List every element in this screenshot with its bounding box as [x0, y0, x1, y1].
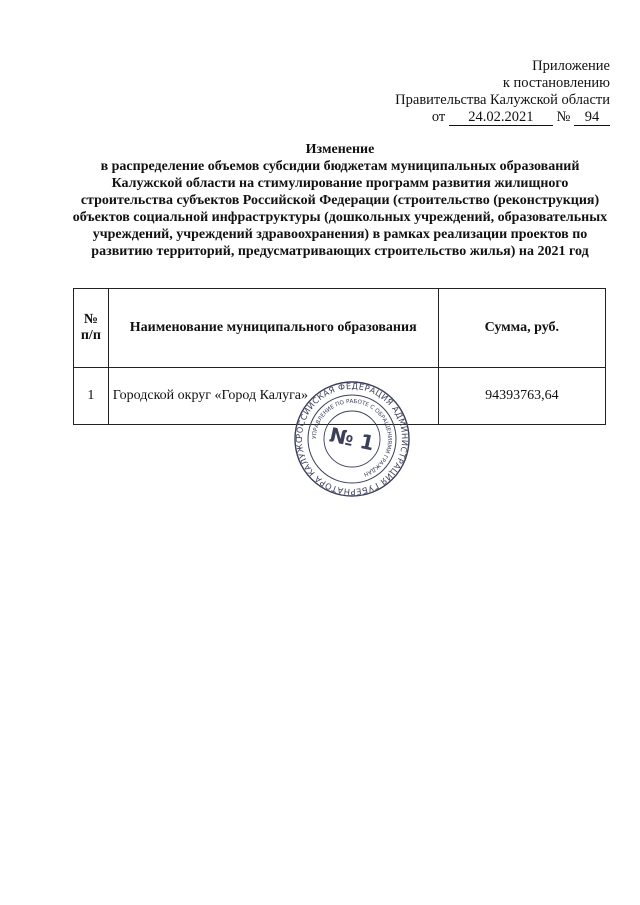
- official-seal: [282, 380, 422, 498]
- header-name: Наименование муниципального образования: [108, 289, 438, 368]
- table-header-row: [74, 289, 606, 368]
- header-num: [74, 289, 109, 368]
- svg-text:УПРАВЛЕНИЕ ПО РАБОТЕ С ОБРАЩЕН: УПРАВЛЕНИЕ ПО РАБОТЕ С ОБРАЩЕНИЯМИ ГРАЖДАН: [311, 398, 393, 477]
- government-label: Правительства Калужской области: [395, 92, 610, 108]
- resolution-date: 24.02.2021: [449, 110, 553, 126]
- title-line: строительства субъектов Российской Федерации (строительство (реконструкция): [80, 193, 600, 208]
- title-line: объектов социальной инфраструктуры (дошкольных учреждений, образовательных: [72, 210, 608, 225]
- title-line: в распределение объемов субсидии бюджетам муниципальных образований: [100, 159, 580, 174]
- row-name: Городской округ «Город Калуга»: [108, 368, 438, 425]
- title-line: учреждений, учреждений здравоохранения) в рамках реализации проектов по: [92, 227, 588, 242]
- row-sum: 94393763,64: [438, 368, 605, 425]
- date-prefix: от: [431, 109, 446, 125]
- header-num-pp: п/п: [80, 328, 101, 343]
- number-prefix: №: [556, 109, 571, 125]
- svg-text:№ 1: № 1: [327, 422, 377, 456]
- document-title: [60, 141, 620, 260]
- resolution-label: к постановлению: [502, 75, 610, 91]
- header-num-sign: №: [83, 312, 98, 327]
- svg-text:РОССИЙСКАЯ ФЕДЕРАЦИЯ АДМИНИСТР: РОССИЙСКАЯ ФЕДЕРАЦИЯ АДМИНИСТРАЦИЯ ГУБЕРНАТОРА КАЛУЖС: [293, 380, 411, 498]
- row-num: 1: [74, 368, 109, 425]
- date-number-line: [395, 109, 610, 126]
- seal-icon: [282, 380, 422, 498]
- appendix-label: Приложение: [532, 58, 610, 74]
- resolution-number: 94: [574, 110, 610, 126]
- header-sum: Сумма, руб.: [438, 289, 605, 368]
- title-line: Калужской области на стимулирование программ развития жилищного: [111, 176, 569, 191]
- appendix-header: [395, 58, 610, 126]
- title-line: развитию территорий, предусматривающих строительство жилья) на 2021 год: [91, 244, 589, 259]
- title-heading: Изменение: [305, 142, 375, 157]
